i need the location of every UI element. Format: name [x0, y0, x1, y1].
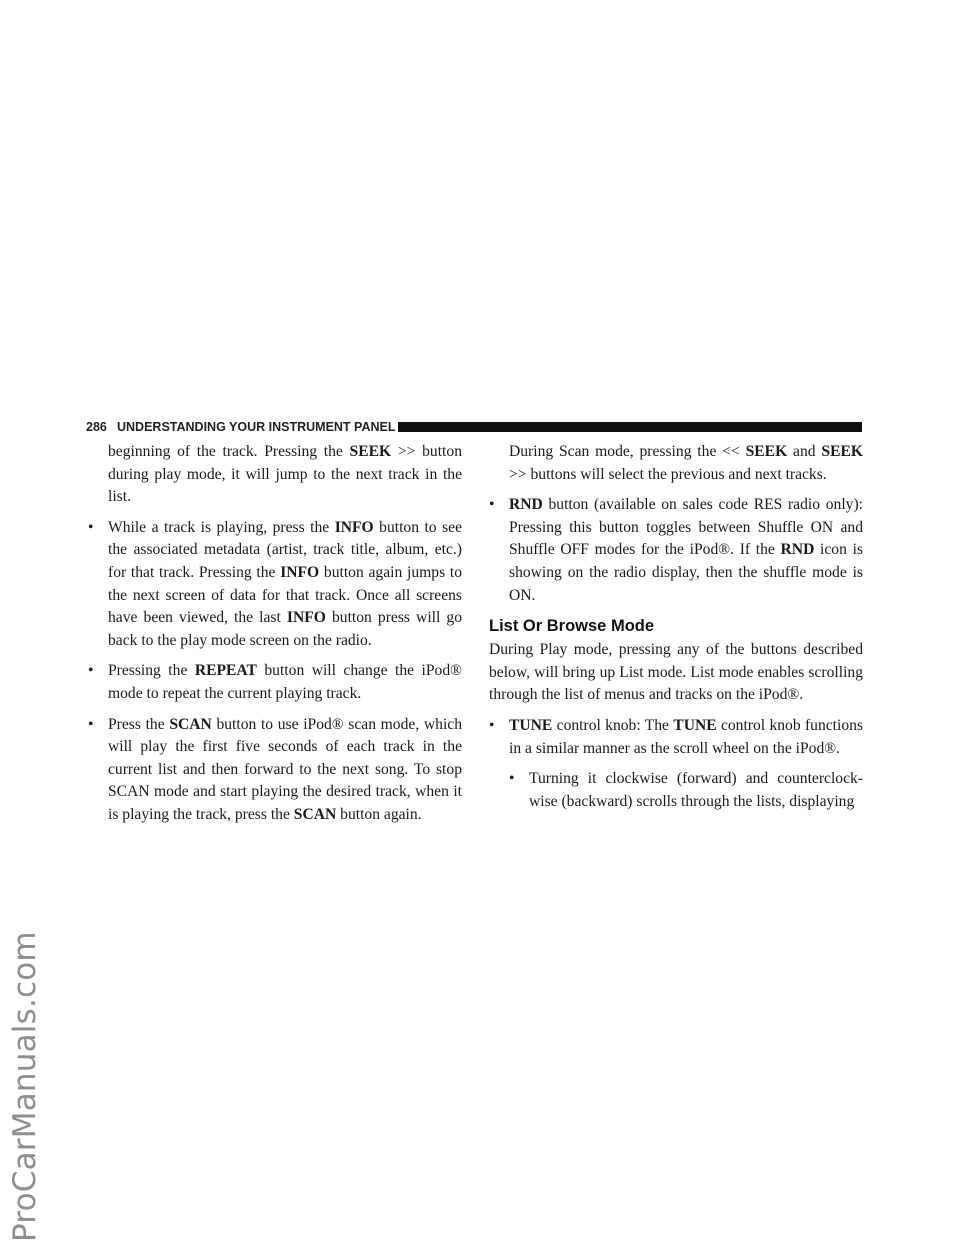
right-column — [489, 441, 863, 813]
page-number: 286 — [86, 420, 107, 434]
bullet-icon: • — [489, 496, 495, 514]
bullet-repeat: • Pressing the REPEAT button will change the iPod® mode to repeat the current playing track. — [88, 662, 462, 702]
bullet-icon: • — [489, 716, 495, 734]
bullet-info: • While a track is playing, press the INFO button to see the associated metadata (artist, track title, album, etc.) for that track. Pressing the INFO button again jumps to the next screen of data for that track. Once all screens have been viewed, the last INFO button press will go back to the play mode screen on the radio. — [88, 518, 462, 649]
paragraph-list-mode: During Play mode, pressing any of the buttons described below, will bring up List mode. List mode enables scrolling through the list of menus and tracks on the iPod®. — [489, 641, 863, 704]
sub-bullet-turning: • Turning it clockwise (forward) and counterclock-wise (backward) scrolls through the lists, displaying — [509, 770, 863, 810]
left-column — [88, 441, 462, 827]
bullet-icon: • — [88, 662, 94, 680]
page-header — [86, 420, 862, 434]
section-heading: List Or Browse Mode — [489, 617, 655, 636]
bullet-icon: • — [509, 770, 515, 788]
paragraph-continuation: beginning of the track. Pressing the SEEK >> button during play mode, it will jump to the next track in the list. — [108, 443, 462, 506]
paragraph-continuation: During Scan mode, pressing the << SEEK and SEEK >> buttons will select the previous and next tracks. — [509, 443, 863, 483]
bullet-icon: • — [88, 715, 94, 733]
watermark: ProCarManuals.com — [7, 931, 43, 1242]
section-title: UNDERSTANDING YOUR INSTRUMENT PANEL — [117, 420, 396, 434]
bullet-icon: • — [88, 518, 94, 536]
header-rule — [398, 422, 862, 432]
bullet-tune: • TUNE control knob: The TUNE control knob functions in a similar manner as the scroll wheel on the iPod®. — [489, 716, 863, 757]
bullet-rnd: • RND button (available on sales code RES radio only): Pressing this button toggles between Shuffle ON and Shuffle OFF modes for the iPod®. If the RND icon is showing on the radio display, then the shuffle mode is ON. — [489, 496, 863, 604]
bullet-scan: • Press the SCAN button to use iPod® scan mode, which will play the first five seconds of each track in the current list and then forward to the next song. To stop SCAN mode and start playing the desired track, when it is playing the track, press the SCAN button again. — [88, 715, 462, 823]
